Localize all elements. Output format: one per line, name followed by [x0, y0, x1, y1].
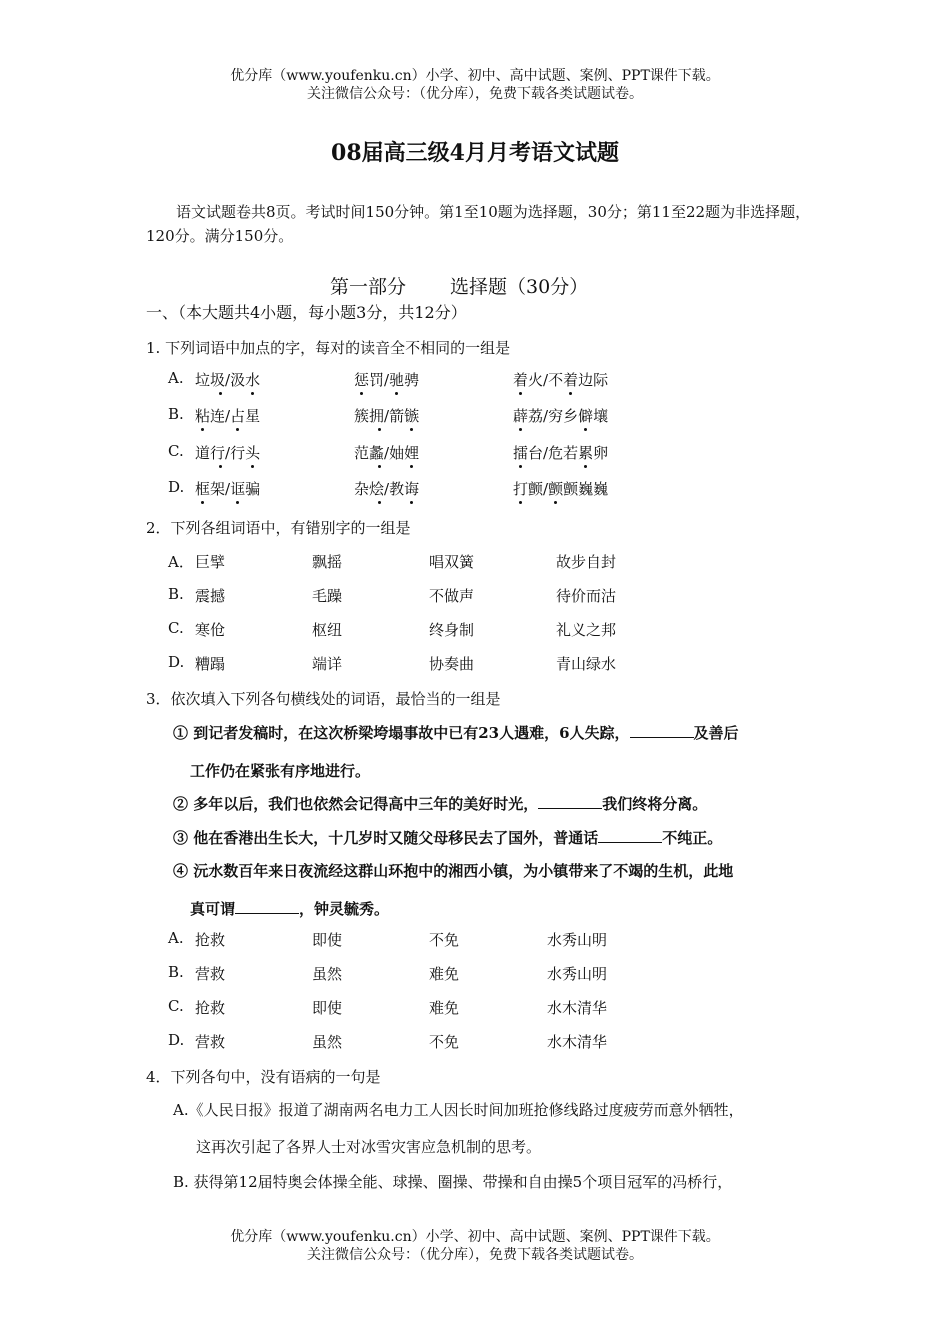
- q4-option-a-cont: 这再次引起了各界人士对冰雪灾害应急机制的思考。: [196, 1138, 542, 1156]
- exam-intro: 语文试题卷共8页。考试时间150分钟。第1至10题为选择题，30分；第11至22题为非选择题，120分。满分150分。: [146, 203, 811, 245]
- q2-word: 故步自封: [556, 553, 617, 571]
- q2-option-letter: B.: [168, 585, 184, 603]
- q3-word: 水秀山明: [547, 931, 608, 949]
- q3-word: 即使: [312, 931, 343, 949]
- page-header-line1: 优分库（www.youfenku.cn）小学、初中、高中试题、案例、PPT课件下载。: [230, 68, 720, 84]
- q3-sentence-4-cont: 真可谓 ，钟灵毓秀。: [190, 900, 390, 918]
- q2-word: 毛躁: [312, 587, 343, 605]
- q2-word: 寒伧: [195, 621, 226, 639]
- section-heading: 一、（本大题共4小题，每小题3分，共12分）: [146, 303, 467, 322]
- q1-option-a-col1: 垃圾/汲水: [195, 371, 261, 389]
- page-footer-line1: 优分库（www.youfenku.cn）小学、初中、高中试题、案例、PPT课件下载。: [230, 1229, 720, 1245]
- q2-option-letter: A．: [168, 553, 194, 571]
- page-footer-line2: 关注微信公众号：（优分库），免费下载各类试题试卷。: [307, 1247, 643, 1263]
- q3-sentence-1-cont: 工作仍在紧张有序地进行。: [190, 762, 371, 780]
- q2-word: 枢纽: [312, 621, 343, 639]
- q3-word: 虽然: [312, 1033, 343, 1051]
- q1-option-a-col2: 惩罚/驰骋: [354, 371, 420, 389]
- q4-option-a: A.《人民日报》报道了湖南两名电力工人因长时间加班抢修线路过度疲劳而意外牺牲，: [173, 1101, 744, 1119]
- fill-blank: [538, 793, 602, 809]
- q2-word: 端详: [312, 655, 343, 673]
- q3-word: 虽然: [312, 965, 343, 983]
- q3-word: 抢救: [195, 931, 226, 949]
- q3-word: 营救: [195, 965, 226, 983]
- fill-blank: [630, 722, 694, 738]
- q1-option-c-col1: 道行/行头: [195, 444, 261, 462]
- q3-word: 营救: [195, 1033, 226, 1051]
- q1-option-letter: C.: [168, 442, 184, 460]
- q3-sentence-3: ③ 他在香港出生长大，十几岁时又随父母移民去了国外，普通话 不纯正。: [173, 829, 723, 847]
- q3-word: 水木清华: [547, 999, 608, 1017]
- question-2-stem: 2．下列各组词语中，有错别字的一组是: [146, 519, 411, 537]
- q3-word: 难免: [429, 965, 460, 983]
- q2-word: 不做声: [429, 587, 475, 605]
- q3-sentence-4: ④ 沅水数百年来日夜流经这群山环抱中的湘西小镇，为小镇带来了不竭的生机，此地: [173, 862, 734, 880]
- q1-option-b-col2: 簇拥/箭镞: [354, 407, 420, 425]
- q1-option-a-col3: 着火/不着边际: [513, 371, 609, 389]
- q2-word: 终身制: [429, 621, 475, 639]
- part-heading: [330, 272, 588, 299]
- q1-option-c-col3: 擂台/危若累卵: [513, 444, 609, 462]
- q2-option-letter: C.: [168, 619, 184, 637]
- q3-word: 水秀山明: [547, 965, 608, 983]
- q4-option-b: B. 获得第12届特奥会体操全能、球操、圈操、带操和自由操5个项目冠军的冯桥行，: [173, 1173, 733, 1191]
- q3-word: 难免: [429, 999, 460, 1017]
- q2-word: 协奏曲: [429, 655, 475, 673]
- q1-option-d-col2: 杂烩/教诲: [354, 480, 420, 498]
- q2-word: 飘摇: [312, 553, 343, 571]
- q2-word: 青山绿水: [556, 655, 617, 673]
- q3-word: 不免: [429, 1033, 460, 1051]
- q1-option-c-col2: 范蠡/妯娌: [354, 444, 420, 462]
- q2-word: 巨擘: [195, 553, 226, 571]
- part-heading-right: 选择题（30分）: [450, 276, 589, 298]
- q1-option-d-col1: 框架/诓骗: [195, 480, 261, 498]
- q2-word: 待价而沽: [556, 587, 617, 605]
- page-header-line2: 关注微信公众号：（优分库），免费下载各类试题试卷。: [307, 86, 643, 102]
- question-3-stem: 3．依次填入下列各句横线处的词语，最恰当的一组是: [146, 690, 501, 708]
- fill-blank: [235, 898, 299, 914]
- q1-option-letter: B.: [168, 405, 184, 423]
- q1-option-letter: D.: [168, 478, 185, 496]
- q1-option-b-col3: 薜荔/穷乡僻壤: [513, 407, 609, 425]
- q3-option-letter: D.: [168, 1031, 185, 1049]
- question-4-stem: 4．下列各句中，没有语病的一句是: [146, 1068, 381, 1086]
- q3-word: 水木清华: [547, 1033, 608, 1051]
- part-heading-left: 第一部分: [330, 276, 407, 298]
- page-title: 08届高三级4月月考语文试题: [331, 140, 619, 166]
- q2-word: 震撼: [195, 587, 226, 605]
- q3-option-letter: C.: [168, 997, 184, 1015]
- q3-sentence-1: ① 到记者发稿时，在这次桥梁垮塌事故中已有23人遇难，6人失踪， 及善后: [173, 724, 739, 742]
- q3-option-letter: B.: [168, 963, 184, 981]
- q3-word: 抢救: [195, 999, 226, 1017]
- q3-option-letter: A.: [168, 929, 184, 947]
- q1-option-d-col3: 打颤/颤颤巍巍: [513, 480, 609, 498]
- q3-sentence-2: ② 多年以后，我们也依然会记得高中三年的美好时光， 我们终将分离。: [173, 795, 708, 813]
- q2-option-letter: D.: [168, 653, 185, 671]
- q1-option-letter: A.: [168, 369, 184, 387]
- question-1-stem: 1. 下列词语中加点的字，每对的读音全不相同的一组是: [146, 339, 511, 357]
- q1-option-b-col1: 粘连/占星: [195, 407, 261, 425]
- q2-word: 糟蹋: [195, 655, 226, 673]
- q2-word: 礼义之邦: [556, 621, 617, 639]
- q3-word: 不免: [429, 931, 460, 949]
- fill-blank: [598, 827, 662, 843]
- q3-word: 即使: [312, 999, 343, 1017]
- q2-word: 唱双簧: [429, 553, 475, 571]
